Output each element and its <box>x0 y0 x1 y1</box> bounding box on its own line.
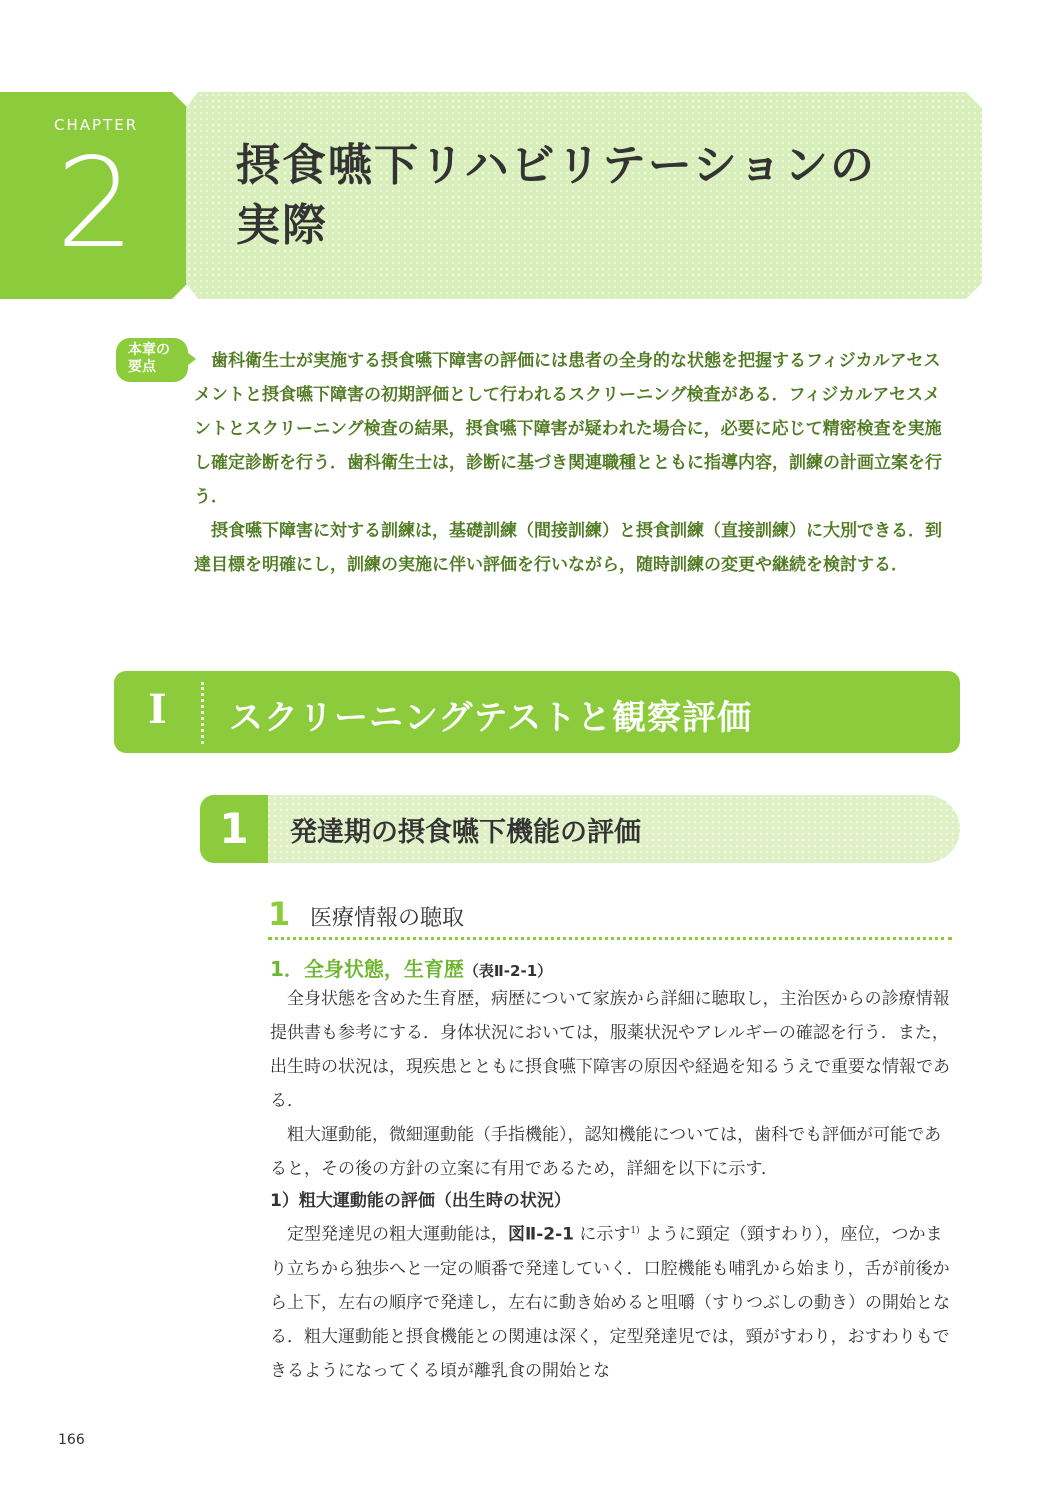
chapter-title-line2: 実際 <box>236 200 328 251</box>
body-post: ように頸定（頸すわり），座位，つかまり立ちから独歩へと一定の順番で発達していく．口腔機能も哺乳から始まり，舌が前後から上下，左右の順序で発達し，左右に動き始めると咀嚼（すりつぶしの動き）の開始となる．粗大運動能と摂食機能との関連は深く，定型発達児では，頸がすわり，おすわりもできるようになってくる頃が離乳食の開始とな <box>270 1224 950 1381</box>
heading-title: 医療情報の聴取 <box>310 906 465 931</box>
body-pre: 定型発達児の粗大運動能は， <box>287 1224 508 1245</box>
chapter-number: 2 <box>56 132 135 276</box>
page-number: 166 <box>58 1432 85 1448</box>
section-number: I <box>148 686 167 733</box>
subsection-title: 発達期の摂食嚥下機能の評価 <box>290 817 641 848</box>
summary-badge-line1: 本章の <box>128 342 170 358</box>
chapter-title-line1: 摂食嚥下リハビリテーションの <box>236 140 877 191</box>
body-text-a <box>270 982 954 1186</box>
body-paragraph-1: 全身状態を含めた生育歴，病歴について家族から詳細に聴取し，主治医からの診療情報提供書も参考にする．身体状況においては，服薬状況やアレルギーの確認を行う．また，出生時の状況は，現疾患とともに摂食嚥下障害の原因や経過を知るうえで重要な情報である． <box>270 989 950 1111</box>
citation: 1) <box>630 1226 640 1236</box>
body-text-b <box>270 1214 954 1388</box>
figure-reference: 図Ⅱ-2-1 <box>508 1224 574 1245</box>
summary-paragraph-1: 歯科衛生士が実施する摂食嚥下障害の評価には患者の全身的な状態を把握するフィジカルアセスメントと摂食嚥下障害の初期評価として行われるスクリーニング検査がある．フィジカルアセスメントとスクリーニング検査の結果，摂食嚥下障害が疑われた場合に，必要に応じて精密検査を実施し確定診断を行う．歯科衛生士は，診断に基づき関連職種とともに指導内容，訓練の計画立案を行う． <box>194 351 942 507</box>
summary-paragraph-2: 摂食嚥下障害に対する訓練は，基礎訓練（間接訓練）と摂食訓練（直接訓練）に大別できる．到達目標を明確にし，訓練の実施に伴い評価を行いながら，随時訓練の変更や継続を検討する． <box>194 521 942 575</box>
heading-dotted-rule <box>268 937 952 940</box>
minor-heading: 1）粗大運動能の評価（出生時の状況） <box>270 1191 571 1211</box>
subheading-text: 1．全身状態，生育歴 <box>270 957 464 981</box>
body-paragraph-3 <box>270 1214 954 1388</box>
subheading <box>270 953 552 982</box>
summary-badge <box>116 338 188 382</box>
table-reference: （表Ⅱ-2-1） <box>463 962 553 980</box>
section-title: スクリーニングテストと観察評価 <box>229 698 752 738</box>
heading-number: 1 <box>268 895 291 933</box>
chapter-title <box>236 136 956 256</box>
summary-badge-line2: 要点 <box>128 359 156 375</box>
subsection-number: 1 <box>200 795 268 863</box>
chapter-summary <box>194 344 956 582</box>
body-paragraph-2: 粗大運動能，微細運動能（手指機能），認知機能については，歯科でも評価が可能であると，その後の方針の立案に有用であるため，詳細を以下に示す． <box>270 1125 942 1179</box>
chapter-label: CHAPTER <box>54 116 139 134</box>
section-divider <box>201 682 204 744</box>
body-mid: に示す <box>573 1224 631 1245</box>
